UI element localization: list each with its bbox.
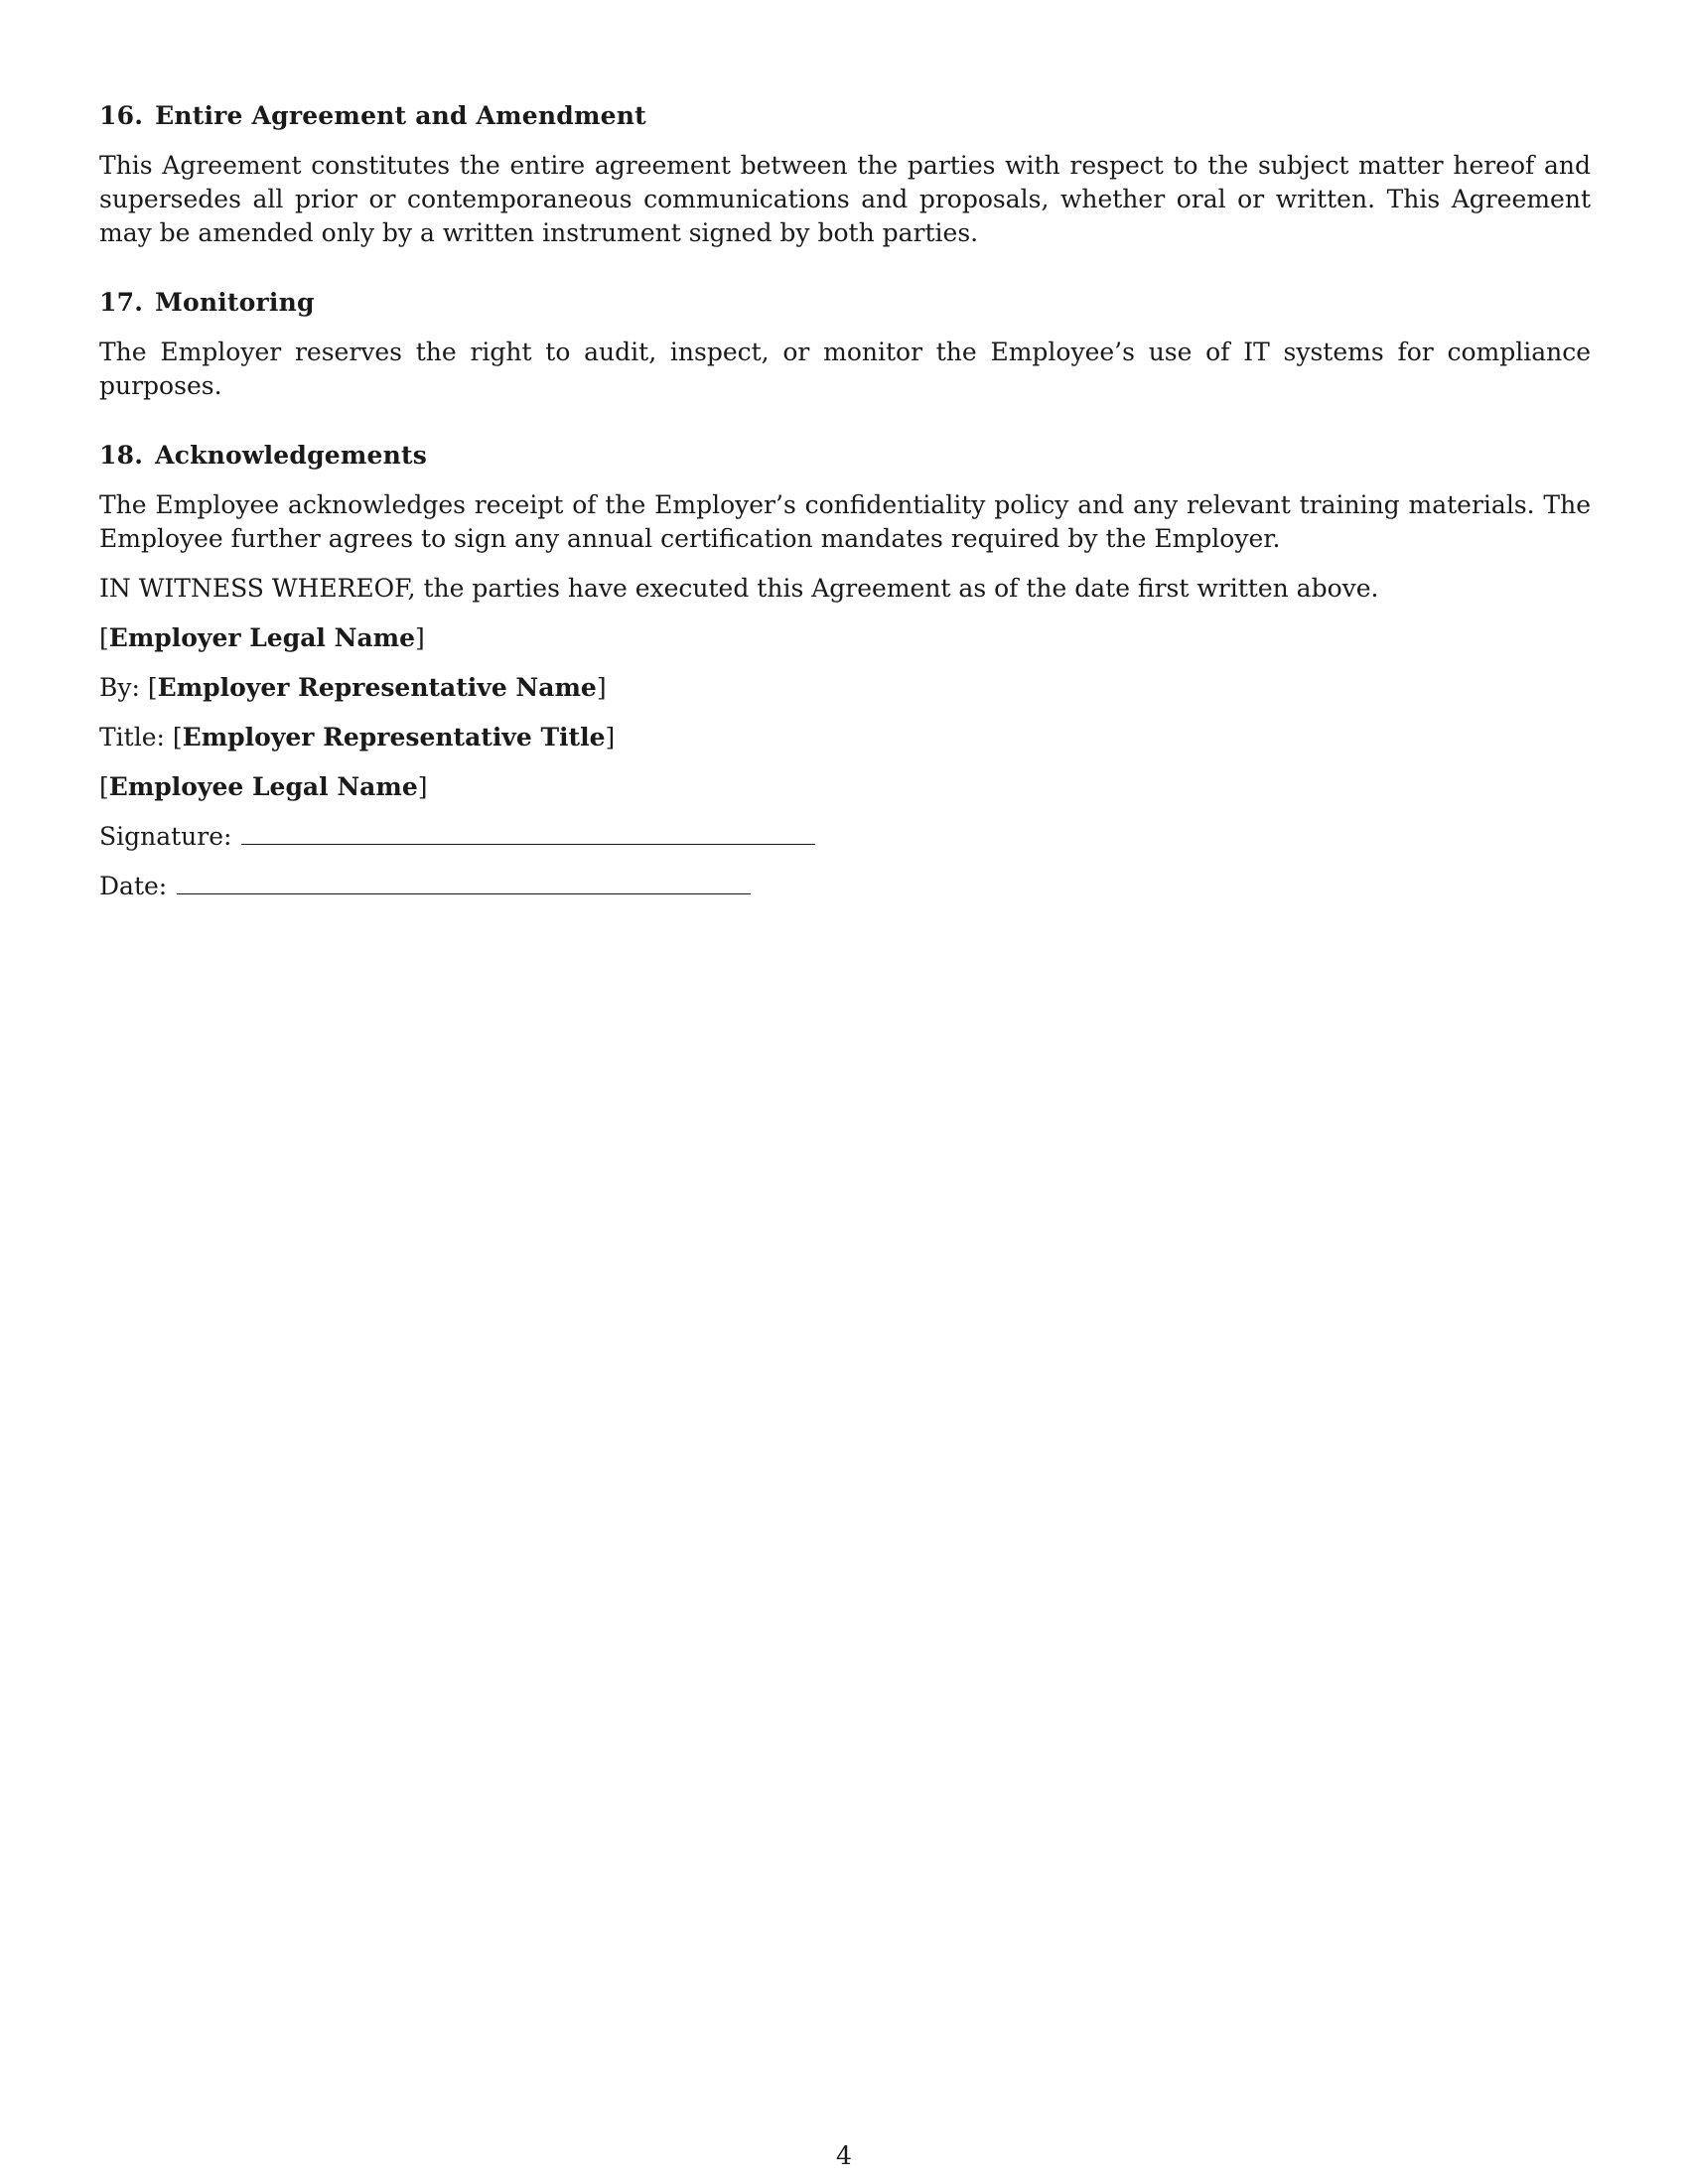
- employer-legal-name: Employer Legal Name: [108, 623, 416, 652]
- section-heading: [99, 99, 1591, 133]
- employer-representative-name: Employer Representative Name: [157, 673, 597, 702]
- section-title: Entire Agreement and Amendment: [155, 101, 646, 130]
- section-16: [99, 99, 1591, 250]
- section-17: [99, 286, 1591, 403]
- date-label: Date:: [99, 872, 168, 900]
- section-paragraph: The Employer reserves the right to audit, inspect, or monitor the Employee’s use of IT systems for compliance purposes.: [99, 338, 1591, 400]
- title-line: Title: [Employer Representative Title]: [99, 723, 616, 751]
- section-number: 18.: [99, 441, 144, 470]
- section-paragraph: The Employee acknowledges receipt of the Employer’s confidentiality policy and any relevant training materials. The Employee further agrees to sign any annual certification mandates required by the Employer.: [99, 490, 1591, 553]
- employer-representative-title: Employer Representative Title: [182, 723, 606, 751]
- by-label: By:: [99, 673, 140, 702]
- witness-statement: IN WITNESS WHEREOF, the parties have executed this Agreement as of the date first written above.: [99, 574, 1379, 603]
- section-18: [99, 439, 1591, 556]
- section-title: Monitoring: [155, 288, 315, 317]
- signature-block: [99, 621, 1591, 903]
- section-paragraph: This Agreement constitutes the entire agreement between the parties with respect to the subject matter hereof and supersedes all prior or contemporaneous communications and proposals, whether oral or written. This Agreement may be amended only by a written instrument signed by both parties.: [99, 151, 1591, 247]
- signature-label: Signature:: [99, 822, 232, 851]
- date-blank[interactable]: [177, 870, 751, 894]
- employee-legal-name: Employee Legal Name: [108, 772, 418, 801]
- by-line: By: [Employer Representative Name]: [99, 673, 607, 702]
- section-title: Acknowledgements: [155, 441, 428, 470]
- section-number: 17.: [99, 288, 144, 317]
- document-page: [99, 99, 1591, 903]
- section-heading: [99, 286, 1591, 320]
- signature-line: [99, 820, 1591, 854]
- signature-blank[interactable]: [241, 820, 815, 845]
- section-number: 16.: [99, 101, 144, 130]
- employer-name-line: [Employer Legal Name]: [99, 623, 425, 652]
- title-label: Title:: [99, 723, 165, 751]
- page-number: 4: [836, 2141, 852, 2170]
- employee-name-line: [Employee Legal Name]: [99, 772, 428, 801]
- section-heading: [99, 439, 1591, 473]
- date-line: [99, 870, 1591, 903]
